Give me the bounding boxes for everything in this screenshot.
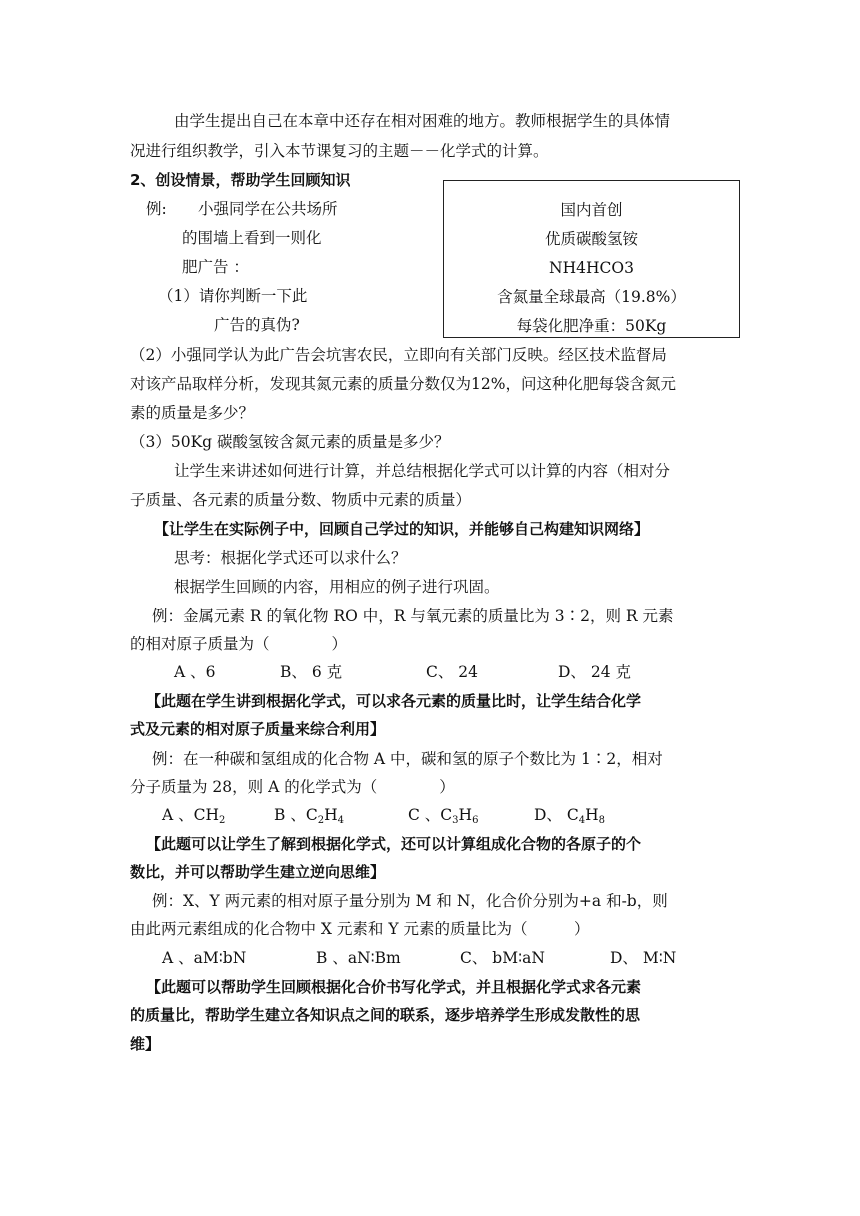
example-2-line-1: 例：金属元素 R 的氧化物 RO 中，R 与氧元素的质量比为 3∶2，则 R 元素 <box>152 607 674 625</box>
think-prompt: 思考：根据化学式还可以求什么？ <box>174 549 407 567</box>
explain-line-2: 子质量、各元素的质量分数、物质中元素的质量） <box>130 491 472 509</box>
question-1-line-2: 广告的真伪? <box>214 316 300 334</box>
ad-line-5: 每袋化肥净重：50Kg <box>516 317 667 335</box>
teaching-note-1: 【让学生在实际例子中，回顾自己学过的知识，并能够自己构建知识网络】 <box>154 520 650 538</box>
example-3-line-2: 分子质量为 28，则 A 的化学式为（ ） <box>130 778 455 796</box>
ad-line-2: 优质碳酸氢铵 <box>544 230 638 248</box>
question-2-line-1: （2）小强同学认为此广告会坑害农民，立即向有关部门反映。经区技术监督局 <box>130 346 667 364</box>
teaching-note-4-line-1: 【此题可以帮助学生回顾根据化合价书写化学式，并且根据化学式求各元素 <box>146 978 642 996</box>
example-4-line-2: 由此两元素组成的化合物中 X 元素和 Y 元素的质量比为（ ） <box>130 920 590 938</box>
teaching-note-2-line-1: 【此题在学生讲到根据化学式，可以求各元素的质量比时，让学生结合化学 <box>146 692 642 710</box>
example-2-option-b: B、 6 克 <box>280 663 343 681</box>
intro-line-1: 由学生提出自己在本章中还存在相对困难的地方。教师根据学生的具体情 <box>174 112 671 130</box>
example-1-line-3: 肥广告 ： <box>182 258 249 276</box>
ad-line-3: NH4HCO3 <box>549 259 634 277</box>
intro-line-2: 况进行组织教学，引入本节课复习的主题－－化学式的计算。 <box>130 142 549 160</box>
consolidate-text: 根据学生回顾的内容，用相应的例子进行巩固。 <box>174 578 500 596</box>
example-4-line-1: 例：X、Y 两元素的相对原子量分别为 M 和 N，化合价分别为+a 和-b，则 <box>152 892 668 910</box>
explain-line-1: 让学生来讲述如何进行计算，并总结根据化学式可以计算的内容（相对分 <box>174 462 671 480</box>
question-2-line-2: 对该产品取样分析，发现其氮元素的质量分数仅为12%，问这种化肥每袋含氮元 <box>130 375 676 393</box>
example-4-option-c: C、 bM∶aN <box>460 949 545 967</box>
section-2-heading: 2、创设情景，帮助学生回顾知识 <box>130 171 351 189</box>
example-3-option-d: D、 $C_4H_8$ <box>534 806 605 826</box>
example-1-label: 例: <box>146 200 167 218</box>
example-3-option-c: C 、$C_3H_6$ <box>408 806 479 826</box>
example-1-line-1: 小强同学在公共场所 <box>198 200 338 218</box>
example-2-option-a: A 、6 <box>174 663 216 681</box>
teaching-note-4-line-2: 的质量比，帮助学生建立各知识点之间的联系，逐步培养学生形成发散性的思 <box>130 1006 641 1024</box>
teaching-note-3-line-2: 数比，并可以帮助学生建立逆向思维】 <box>130 863 386 881</box>
question-2-line-3: 素的质量是多少？ <box>130 404 255 422</box>
teaching-note-3-line-1: 【此题可以让学生了解到根据化学式，还可以计算组成化合物的各原子的个 <box>146 835 642 853</box>
ad-line-4: 含氮量全球最高（19.8%） <box>497 288 686 306</box>
example-4-option-b: B 、aN∶Bm <box>316 949 401 967</box>
example-4-option-d: D、 M∶N <box>610 949 677 967</box>
example-3-line-1: 例：在一种碳和氢组成的化合物 A 中，碳和氢的原子个数比为 1∶2，相对 <box>152 750 663 768</box>
example-3-option-a: A 、$CH_2$ <box>162 806 226 826</box>
teaching-note-2-line-2: 式及元素的相对原子质量来综合利用】 <box>130 720 386 738</box>
ad-line-1: 国内首创 <box>560 201 623 219</box>
question-1-line-1: （1）请你判断一下此 <box>158 287 308 305</box>
advertisement-box <box>443 180 740 338</box>
example-1-line-2: 的围墙上看到一则化 <box>182 229 322 247</box>
example-2-line-2: 的相对原子质量为（ ） <box>130 635 348 653</box>
example-4-option-a: A 、aM∶bN <box>162 949 247 967</box>
example-2-option-c: C、 24 <box>426 663 479 681</box>
question-3: （3）50Kg 碳酸氢铵含氮元素的质量是多少？ <box>130 433 450 451</box>
example-2-option-d: D、 24 克 <box>558 663 632 681</box>
teaching-note-4-line-3: 维】 <box>130 1035 161 1053</box>
example-3-option-b: B 、$C_2H_4$ <box>274 806 344 826</box>
